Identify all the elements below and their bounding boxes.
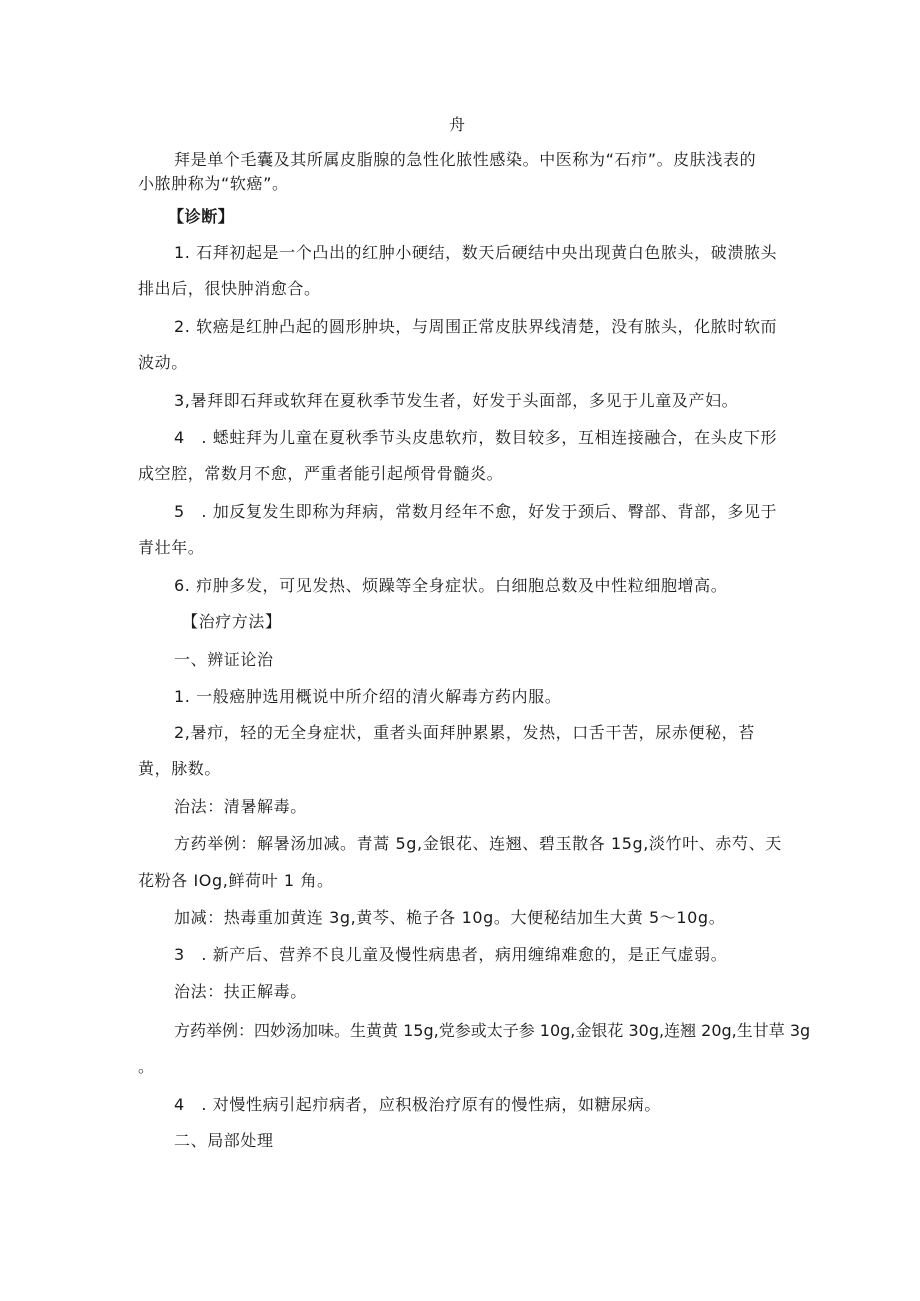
treatment-item-2-line-1: 2,暑疖，轻的无全身症状，重者头面拜肿累累，发热，口舌干苦，尿赤便秘，苔 — [174, 723, 755, 742]
diagnosis-item-5-line-2: 青壮年。 — [138, 538, 205, 557]
diagnosis-item-2-line-1: 2. 软癌是红肿凸起的圆形肿块，与周围正常皮肤界线清楚，没有脓头，化脓时软而 — [174, 317, 778, 336]
treatment-heading: 【治疗方法】 — [182, 612, 282, 631]
prescription-2-line-2: 。 — [138, 1057, 155, 1076]
document-title: 舟 — [449, 115, 466, 134]
treatment-item-3: 3 . 新产后、营养不良儿童及慢性病患者，病用缠绵难愈的，是正气虚弱。 — [174, 945, 728, 964]
diagnosis-item-2-line-2: 波动。 — [138, 353, 188, 372]
treatment-item-4: 4 . 对慢性病引起疖病者，应积极治疗原有的慢性病，如糖尿病。 — [174, 1095, 661, 1114]
prescription-2-line-1: 方药举例：四妙汤加味。生黄黄 15g,党参或太子参 10g,金银花 30g,连翘 20g,生甘草 3g — [174, 1021, 811, 1040]
treatment-method-2: 治法：扶正解毒。 — [174, 982, 307, 1001]
treatment-item-2-line-2: 黄，脉数。 — [138, 759, 222, 778]
diagnosis-item-5-line-1: 5 . 加反复发生即称为拜病，常数月经年不愈，好发于颈后、臀部、背部，多见于 — [174, 502, 778, 521]
diagnosis-heading: 【诊断】 — [168, 207, 235, 226]
section-1-heading: 一、辨证论治 — [174, 650, 274, 669]
section-2-heading: 二、局部处理 — [174, 1131, 274, 1150]
diagnosis-item-4-line-2: 成空腔，常数月不愈，严重者能引起颅骨骨髓炎。 — [138, 464, 504, 483]
modification-line: 加减：热毒重加黄连 3g,黄芩、桅子各 10g。大便秘结加生大黄 5～10g。 — [174, 908, 726, 927]
prescription-1-line-2: 花粉各 IOg,鲜荷叶 1 角。 — [138, 871, 334, 890]
treatment-item-1: 1. 一般癌肿选用概说中所介绍的清火解毒方药内服。 — [174, 687, 562, 706]
diagnosis-item-6: 6. 疖肿多发，可见发热、烦躁等全身症状。白细胞总数及中性粒细胞增高。 — [174, 576, 728, 595]
treatment-method-1: 治法：清暑解毒。 — [174, 797, 307, 816]
diagnosis-item-4-line-1: 4 . 蟋蛀拜为儿童在夏秋季节头皮患软疖，数目较多，互相连接融合，在头皮下形 — [174, 428, 778, 447]
diagnosis-item-1-line-2: 排出后，很快肿消愈合。 — [138, 279, 321, 298]
diagnosis-item-1-line-1: 1. 石拜初起是一个凸出的红肿小硬结，数天后硬结中央出现黄白色脓头，破溃脓头 — [174, 243, 778, 262]
intro-line-1: 拜是单个毛囊及其所属皮脂腺的急性化脓性感染。中医称为“石疖”。皮肤浅表的 — [174, 150, 757, 169]
prescription-1-line-1: 方药举例：解暑汤加减。青蒿 5g,金银花、连翘、碧玉散各 15g,淡竹叶、赤芍、天 — [174, 834, 782, 853]
diagnosis-item-3: 3,暑拜即石拜或软拜在夏秋季节发生者，好发于头面部，多见于儿童及产妇。 — [174, 391, 739, 410]
intro-line-2: 小脓肿称为“软癌”。 — [138, 174, 289, 193]
